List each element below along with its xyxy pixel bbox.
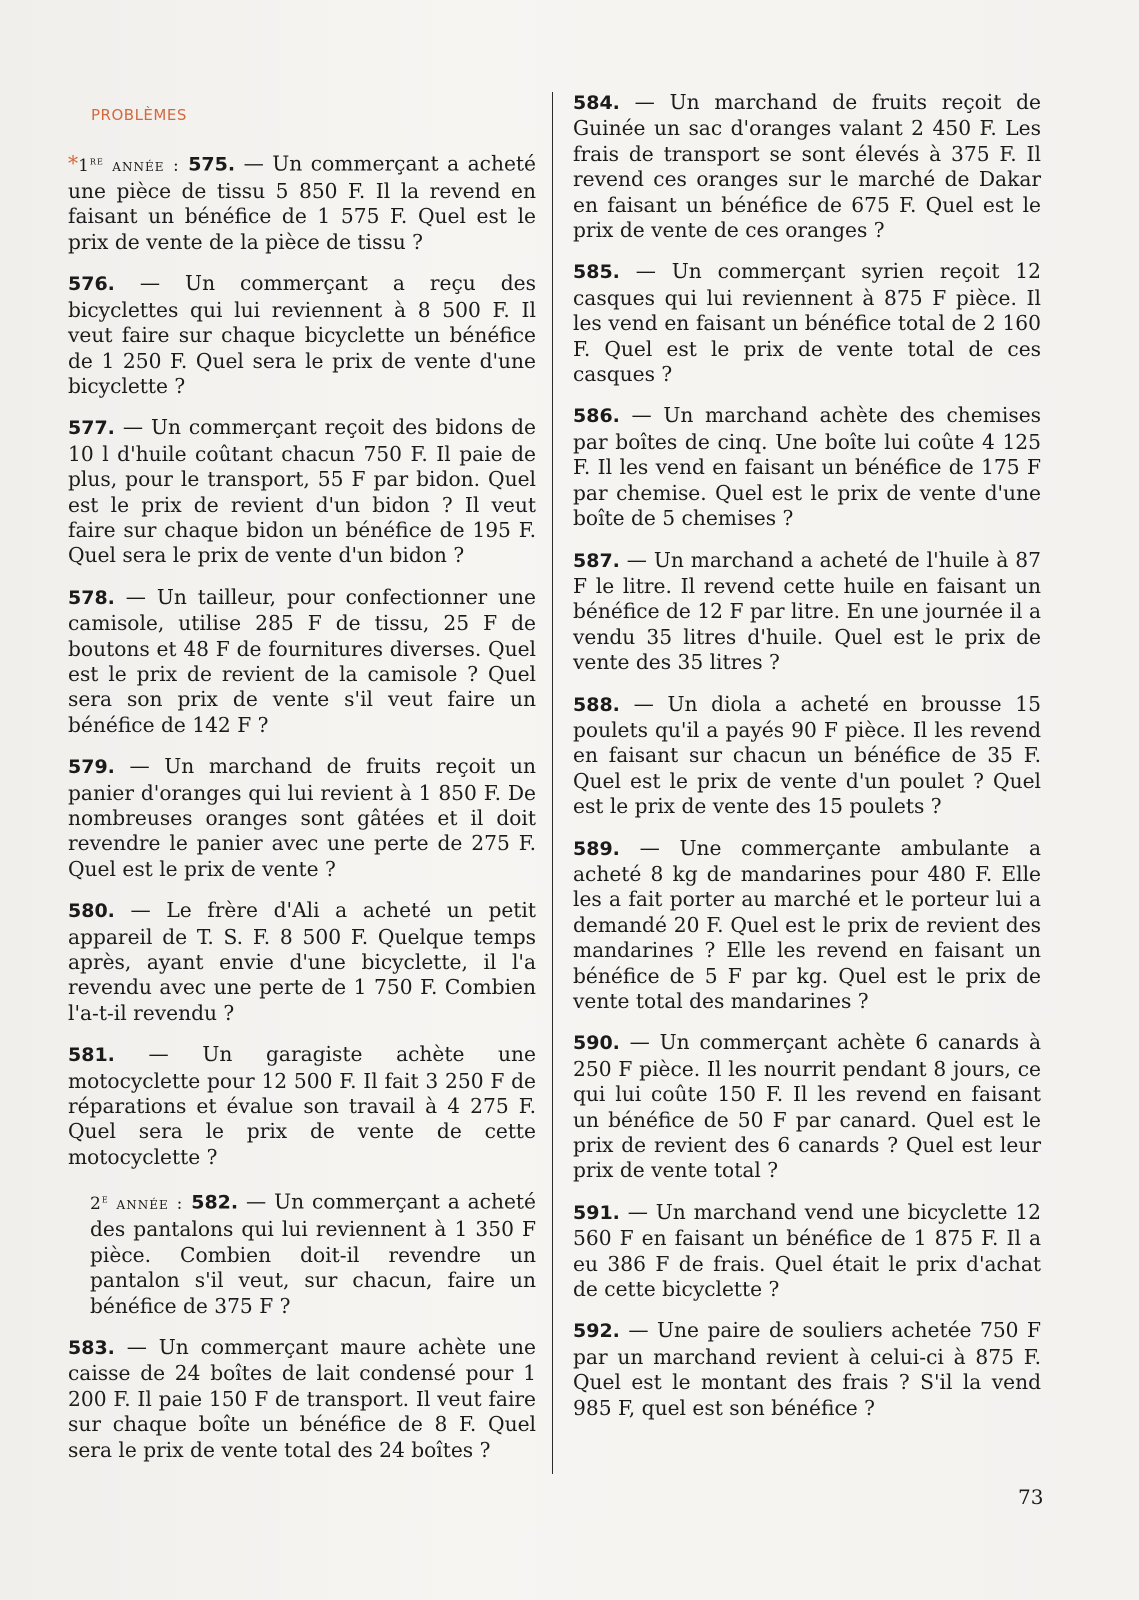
- problem-text: — Le frère d'Ali a acheté un petit appareil de T. S. F. 8 500 F. Quelque temps après, ayant envie d'une bicyclette, il l'a revendu avec une perte de 1 750 F. Combien l'a-t-il revendu ?: [68, 898, 536, 1025]
- problem-text: — Un tailleur, pour confectionner une camisole, utilise 285 F de tissu, 25 F de boutons et 48 F de fournitures diverses. Quel est le prix de revient de la camisole ? Quel sera son prix de vente s'il veut faire un bénéfice de 142 F ?: [68, 584, 536, 737]
- problem-number: 592.: [573, 1320, 620, 1343]
- problem-text: — Un marchand achète des chemises par boîtes de cinq. Une boîte lui coûte 4 125 F. Il les vend en faisant un bénéfice de 175 F par chemise. Quel est le prix de vente d'une boîte de 5 chemises ?: [573, 403, 1041, 531]
- problem-number: 589.: [573, 837, 620, 860]
- year-label: 2e année :: [90, 1191, 192, 1214]
- problem-text: — Un commerçant achète 6 canards à 250 F pièce. Il les nourrit pendant 8 jours, ce qui lui coûte 150 F. Il les revend en faisant un bénéfice de 50 F par canard. Quel est le prix de revient des 6 canards ? Quel est leur prix de vente total ?: [573, 1030, 1041, 1183]
- problem-582: [68, 1186, 536, 1319]
- problem-text: — Un commerçant maure achète une caisse de 24 boîtes de lait condensé pour 1 200 F. Il paie 150 F de transport. Il veut faire sur chaque boîte un bénéfice de 8 F. Quel sera le prix de vente total des 24 boîtes ?: [68, 1334, 536, 1462]
- problem-580: [68, 898, 536, 1026]
- column-divider: [552, 92, 553, 1474]
- problem-592: [573, 1318, 1041, 1421]
- problem-text: — Un marchand de fruits reçoit de Guinée un sac d'oranges valant 2 450 F. Les frais de transport se sont élevés à 375 F. Il revend ces oranges sur le marché de Dakar en faisant un bénéfice de 675 F. Quel est le prix de vente de ces oranges ?: [573, 90, 1041, 243]
- problem-number: 585.: [573, 261, 620, 284]
- problem-text: — Un commerçant a acheté une pièce de tissu 5 850 F. Il la revend en faisant un bénéfice de 1 575 F. Quel est le prix de vente de la pièce de tissu ?: [68, 151, 536, 254]
- problem-number: 581.: [68, 1044, 115, 1067]
- problem-number: 576.: [68, 273, 115, 296]
- problem-576: [68, 271, 536, 399]
- problem-number: 586.: [573, 405, 620, 428]
- problem-579: [68, 754, 536, 882]
- problem-578: [68, 585, 536, 738]
- star-marker: *: [68, 151, 79, 176]
- section-title: PROBLÈMES: [91, 106, 187, 124]
- problem-581: [68, 1042, 536, 1170]
- problem-575: [68, 148, 536, 255]
- problem-585: [573, 259, 1041, 387]
- problem-587: [573, 548, 1041, 676]
- problem-text: — Un commerçant syrien reçoit 12 casques qui lui reviennent à 875 F pièce. Il les vend en faisant un bénéfice total de 2 160 F. Quel est le prix de vente total de ces casques ?: [573, 259, 1041, 387]
- problem-590: [573, 1030, 1041, 1183]
- problem-number: 584.: [573, 92, 620, 114]
- problem-text: — Une paire de souliers achetée 750 F par un marchand revient à celui-ci à 875 F. Quel est le montant des frais ? S'il la vend 985 F, quel est son bénéfice ?: [573, 1318, 1041, 1420]
- right-column: [573, 90, 1041, 1437]
- problem-text: — Un marchand a acheté de l'huile à 87 F le litre. Il revend cette huile en faisant un bénéfice de 12 F par litre. En une journée il a vendu 35 litres d'huile. Quel est le prix de vente des 35 litres ?: [573, 547, 1041, 675]
- problem-number: 578.: [68, 586, 115, 609]
- problem-586: [573, 403, 1041, 531]
- problem-591: [573, 1200, 1041, 1303]
- problem-text: — Un marchand vend une bicyclette 12 560 F en faisant un bénéfice de 1 875 F. Il a eu 386 F de frais. Quel était le prix d'achat de cette bicyclette ?: [573, 1199, 1041, 1302]
- problem-number: 575.: [188, 153, 236, 176]
- problem-589: [573, 836, 1041, 1015]
- problem-text: — Un commerçant a acheté des pantalons qui lui reviennent à 1 350 F pièce. Combien doit-il revendre un pantalon s'il veut, sur chacun, faire un bénéfice de 375 F ?: [90, 1189, 536, 1318]
- left-column: [68, 148, 536, 1479]
- problem-number: 590.: [573, 1032, 620, 1055]
- problem-number: 588.: [573, 693, 620, 716]
- problem-text: — Une commerçante ambulante a acheté 8 kg de mandarines pour 480 F. Elle les a fait porter au marché et le porteur lui a demandé 20 F. Quel est le prix de revient des mandarines ? Elle les revend en faisant un bénéfice de 5 F par kg. Quel est le prix de vente total des mandarines ?: [573, 835, 1041, 1013]
- problem-number: 580.: [68, 900, 115, 923]
- problem-number: 583.: [68, 1336, 115, 1359]
- year-label: 1re année :: [78, 153, 189, 176]
- problem-588: [573, 692, 1041, 820]
- problem-584: [573, 90, 1041, 243]
- problem-577: [68, 415, 536, 568]
- problem-number: 587.: [573, 549, 620, 572]
- problem-583: [68, 1335, 536, 1463]
- problem-text: — Un diola a acheté en brousse 15 poulets qu'il a payés 90 F pièce. Il les revend en faisant sur chacun un bénéfice de 35 F. Quel est le prix de vente d'un poulet ? Quel est le prix de vente des 15 poulets ?: [573, 691, 1041, 819]
- problem-text: — Un marchand de fruits reçoit un panier d'oranges qui lui revient à 1 850 F. De nombreuses oranges sont gâtées et il doit revendre le panier avec une perte de 275 F. Quel est le prix de vente ?: [68, 754, 536, 881]
- problem-number: 591.: [573, 1201, 620, 1224]
- problem-number: 579.: [68, 756, 115, 779]
- problem-text: — Un commerçant a reçu des bicyclettes qui lui reviennent à 8 500 F. Il veut faire sur chaque bicyclette un bénéfice de 1 250 F. Quel sera le prix de vente d'une bicyclette ?: [68, 271, 536, 398]
- problem-number: 577.: [68, 417, 115, 440]
- problem-text: — Un garagiste achète une motocyclette pour 12 500 F. Il fait 3 250 F de réparations et évalue son travail à 4 275 F. Quel sera le prix de vente de cette motocyclette ?: [68, 1042, 536, 1169]
- problem-number: 582.: [191, 1191, 239, 1214]
- page-number: 73: [1018, 1485, 1044, 1509]
- problem-text: — Un commerçant reçoit des bidons de 10 l d'huile coûtant chacun 750 F. Il paie de plus, pour le transport, 55 F par bidon. Quel est le prix de revient d'un bidon ? Il veut faire sur chaque bidon un bénéfice de 195 F. Quel sera le prix de vente d'un bidon ?: [68, 415, 536, 568]
